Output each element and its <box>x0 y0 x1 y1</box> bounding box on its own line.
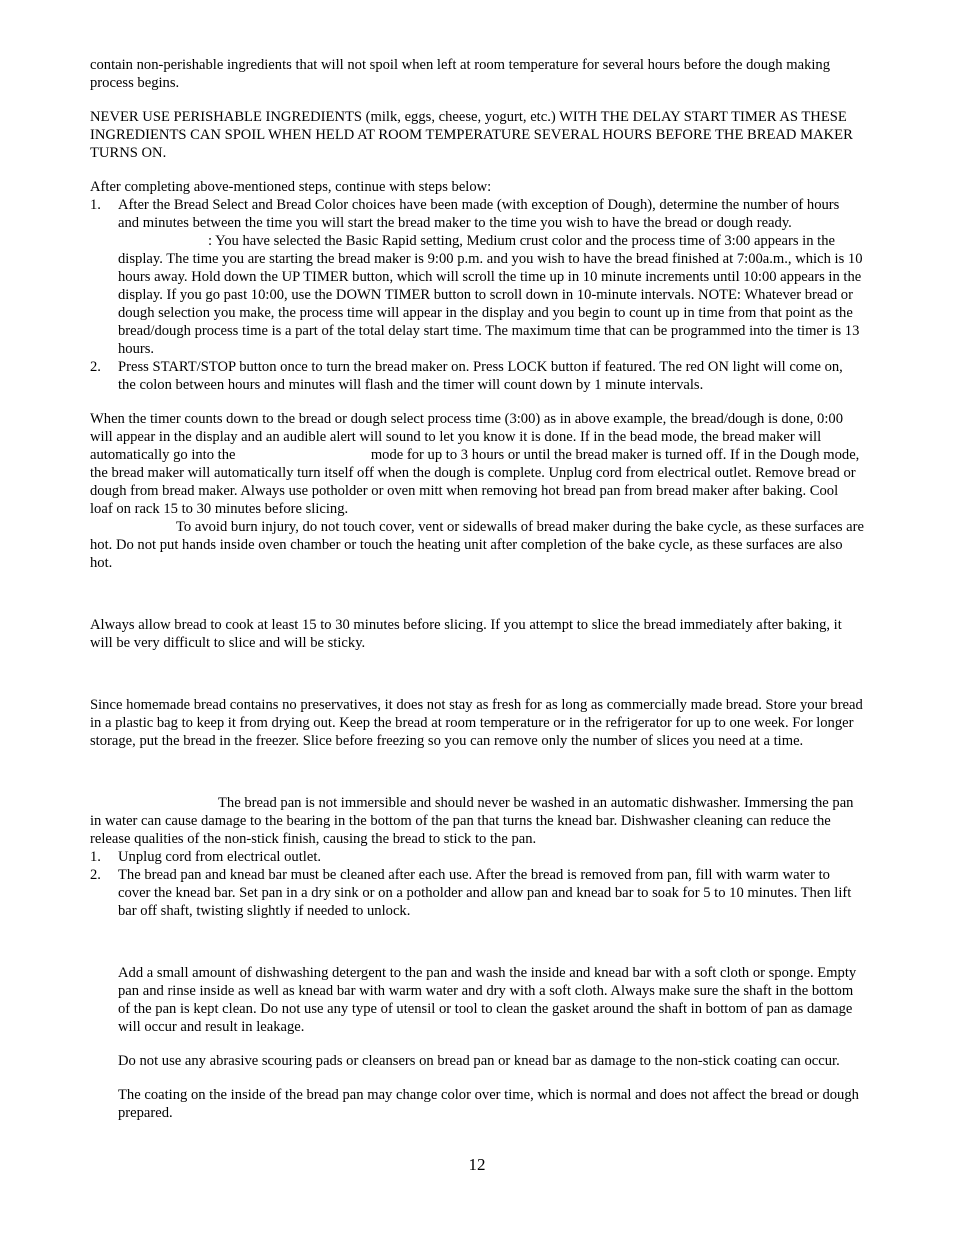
continue-steps-intro: After completing above-mentioned steps, continue with steps below: <box>90 179 492 195</box>
step-text: Unplug cord from electrical outlet. <box>118 849 322 865</box>
perishable-warning: NEVER USE PERISHABLE INGREDIENTS (milk, eggs, cheese, yogurt, etc.) WITH THE DELAY START TIMER AS THESE INGREDIENTS CAN SPOIL WHEN HELD AT ROOM TEMPERATURE SEVERAL HOURS BEFORE THE BREAD MAKER TURNS ON. <box>90 109 853 161</box>
timer-done-text-continued: mode for up to 3 hours or until the bread maker is turned off. If in the Dough mode, the bread maker will automatically turn itself off when the dough is complete. Unplug cord from electrical outlet. Remove bread or dough from bread maker. Always use potholder or oven mitt when removing hot bread pan from bread maker after baking. Cool loaf on rack 15 to 30 minutes before slicing. <box>90 447 860 517</box>
timer-steps-list <box>90 196 864 394</box>
list-item <box>90 358 864 394</box>
step-text: The bread pan and knead bar must be cleaned after each use. After the bread is removed from pan, fill with warm water to cover the knead bar. Set pan in a dry sink or on a potholder and allow pan and knead bar to soak for 5 to 10 minutes. Then lift bar off shaft, twisting slightly if needed to unlock. <box>118 867 852 919</box>
intro-paragraph: contain non-perishable ingredients that will not spoil when left at room temperature for several hours before the dough making process begins. <box>90 57 831 91</box>
timer-done-paragraph <box>90 410 864 518</box>
timer-done-text: When the timer counts down to the bread or dough select process time (3:00) as in above example, the bread/dough is done, 0:00 will appear in the display and an audible alert will sound to let you know it is done. If in the bead mode, the bread maker will automatically go into the <box>90 411 843 463</box>
step-text-continued: : You have selected the Basic Rapid setting, Medium crust color and the process time of 3:00 appears in the display. The time you are starting the bread maker is 9:00 p.m. and you wish to have the bread finished at 7:00a.m., which is 10 hours away. Hold down the UP TIMER button, which will scroll the time up in 10 minute increments until 10:00 appears in the display. If you go past 10:00, use the DOWN TIMER button to scroll down in 10-minute intervals. NOTE: Whatever bread or dough selection you make, the process time will appear in the display and you begin to count up in time from that point as the bread/dough process time is a part of the total delay start time. The maximum time that can be programmed into the timer is 13 hours. <box>118 233 863 357</box>
list-item <box>90 866 864 920</box>
slicing-paragraph: Always allow bread to cook at least 15 to 30 minutes before slicing. If you attempt to slice the bread immediately after baking, it will be very difficult to slice and will be sticky. <box>90 617 842 651</box>
step-text: Press START/STOP button once to turn the bread maker on. Press LOCK button if featured. The red ON light will come on, the colon between hours and minutes will flash and the timer will count down by 1 minute intervals. <box>118 359 843 393</box>
coating-paragraph: The coating on the inside of the bread pan may change color over time, which is normal and does not affect the bread or dough prepared. <box>118 1087 859 1121</box>
list-item <box>90 848 864 866</box>
burn-warning-paragraph <box>90 518 864 572</box>
burn-warning-text: To avoid burn injury, do not touch cover, vent or sidewalls of bread maker during the bake cycle, as these surfaces are hot. Do not put hands inside oven chamber or touch the heating unit after completion of the bake cycle, as these surfaces are also hot. <box>90 519 864 571</box>
cleaning-intro-text: The bread pan is not immersible and should never be washed in an automatic dishwasher. Immersing the pan in water can cause damage to the bearing in the bottom of the pan that turns the knead bar. Dishwasher cleaning can reduce the release qualities of the non-stick finish, causing the bread to stick to the pan. <box>90 795 854 847</box>
wash-paragraph: Add a small amount of dishwashing detergent to the pan and wash the inside and knead bar with a soft cloth or sponge. Empty pan and rinse inside as well as knead bar with warm water and dry with a soft cloth. Always make sure the shaft in the bottom of the pan is kept clean. Do not use any type of utensil or tool to clean the gasket around the shaft in bottom of pan as damage will occur and result in leakage. <box>118 965 857 1035</box>
storing-paragraph: Since homemade bread contains no preservatives, it does not stay as fresh for as long as commercially made bread. Store your bread in a plastic bag to keep it from drying out. Keep the bread at room temperature or in the refrigerator for up to one week. For longer storage, put the bread in the freezer. Slice before freezing so you can remove only the number of slices you need at a time. <box>90 697 863 749</box>
abrasive-paragraph: Do not use any abrasive scouring pads or cleansers on bread pan or knead bar as damage to the non-stick coating can occur. <box>118 1053 840 1069</box>
cleaning-steps-list <box>90 848 864 920</box>
document-page <box>90 56 864 1122</box>
step-text: After the Bread Select and Bread Color choices have been made (with exception of Dough), determine the number of hours and minutes between the time you will start the bread maker to the time you wish to have the bread or dough ready. <box>118 197 840 231</box>
step-number: 1. <box>90 849 101 865</box>
step-number: 2. <box>90 867 101 883</box>
step-number: 1. <box>90 197 101 213</box>
cleaning-intro-paragraph <box>90 794 864 848</box>
page-number: 12 <box>468 1155 486 1174</box>
step-number: 2. <box>90 359 101 375</box>
list-item <box>90 196 864 358</box>
